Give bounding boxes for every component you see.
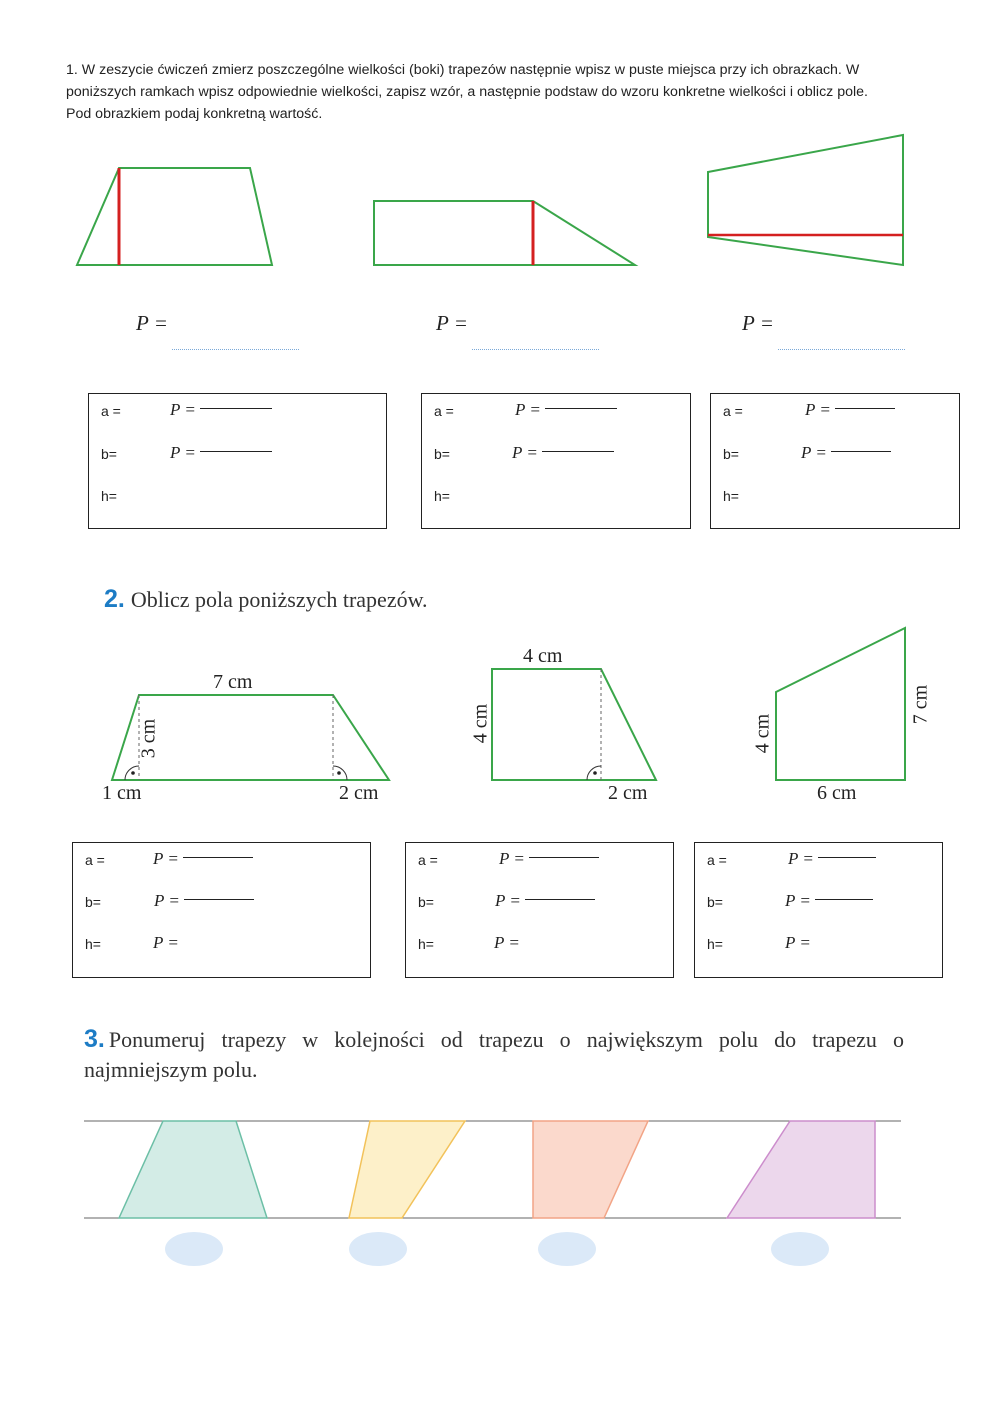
label-h: h=: [101, 488, 117, 504]
label-a: a =: [723, 403, 743, 419]
label-b: b=: [707, 894, 723, 910]
area-answer-line-3[interactable]: [778, 349, 905, 350]
formula-line-1: P =: [805, 400, 895, 420]
formula-line-2: P =: [154, 891, 254, 911]
task1-trapezoid-3: [708, 135, 903, 265]
label-b: b=: [85, 894, 101, 910]
area-label-3: P =: [742, 311, 774, 335]
label-b: b=: [418, 894, 434, 910]
task2-answer-box-2[interactable]: [405, 842, 674, 978]
shape2-right-offset-label: 2 cm: [608, 782, 648, 804]
task2-title: Oblicz pola poniższych trapezów.: [130, 587, 428, 612]
shape2-top-label: 4 cm: [523, 645, 563, 667]
formula-line-3: P =: [153, 933, 179, 952]
shape1-top-label: 7 cm: [213, 671, 253, 693]
task1-answer-box-1[interactable]: [88, 393, 387, 529]
label-b: b=: [101, 446, 117, 462]
formula-line-1: P =: [499, 849, 599, 869]
task1-answer-box-2[interactable]: [421, 393, 691, 529]
task3-text: Ponumeruj trapezy w kolejności od trapezu o największym polu do trapezu o najmniejszym polu.: [84, 1027, 904, 1082]
formula-line-2: P =: [495, 891, 595, 911]
label-h: h=: [723, 488, 739, 504]
shape1-height-label: 3 cm: [137, 718, 160, 759]
formula-line-3: P =: [494, 933, 520, 952]
shape3-left-label: 4 cm: [751, 713, 774, 754]
area-label-1: P =: [136, 311, 168, 335]
formula-line-3: P =: [785, 933, 811, 952]
answer-oval-2[interactable]: [349, 1232, 407, 1266]
formula-line-2: P =: [512, 443, 614, 463]
task3-trapezoid-pink: [727, 1121, 875, 1218]
formula-line-1: P =: [170, 400, 272, 420]
task2-answer-box-3[interactable]: [694, 842, 943, 978]
task1-trapezoid-1: [77, 168, 272, 265]
label-a: a =: [101, 403, 121, 419]
task2-number: 2.: [104, 585, 125, 613]
task2-trapezoid-2: [492, 669, 656, 780]
instruction-line-1: 1. W zeszycie ćwiczeń zmierz poszczególne wielkości (boki) trapezów następnie wpisz w puste miejsca przy ich obrazkach. W: [66, 62, 860, 78]
instruction-line-3: Pod obrazkiem podaj konkretną wartość.: [66, 106, 323, 122]
formula-line-2: P =: [801, 443, 891, 463]
answer-oval-3[interactable]: [538, 1232, 596, 1266]
task3-trapezoid-green: [119, 1121, 267, 1218]
task1-answer-box-3[interactable]: [710, 393, 960, 529]
answer-oval-4[interactable]: [771, 1232, 829, 1266]
area-answer-line-1[interactable]: [172, 349, 299, 350]
label-a: a =: [434, 403, 454, 419]
instruction-line-2: poniższych ramkach wpisz odpowiednie wielkości, zapisz wzór, a następnie podstaw do wzoru konkretne wielkości i oblicz pole.: [66, 84, 868, 100]
shape3-bottom-label: 6 cm: [817, 782, 857, 804]
task2-heading: [104, 585, 428, 614]
label-h: h=: [434, 488, 450, 504]
task1-trapezoid-2: [374, 201, 635, 265]
answer-oval-1[interactable]: [165, 1232, 223, 1266]
task2-trapezoid-3: [776, 628, 905, 780]
task3-number: 3.: [84, 1025, 105, 1053]
task3-heading: [84, 1024, 904, 1085]
formula-line-1: P =: [788, 849, 876, 869]
task2-answer-box-1[interactable]: [72, 842, 371, 978]
formula-line-2: P =: [785, 891, 873, 911]
label-a: a =: [85, 852, 105, 868]
shape1-right-offset-label: 2 cm: [339, 782, 379, 804]
area-answer-line-2[interactable]: [472, 349, 599, 350]
label-a: a =: [418, 852, 438, 868]
formula-line-2: P =: [170, 443, 272, 463]
label-h: h=: [418, 936, 434, 952]
label-a: a =: [707, 852, 727, 868]
label-h: h=: [85, 936, 101, 952]
shape2-left-label: 4 cm: [469, 703, 492, 744]
label-b: b=: [434, 446, 450, 462]
label-h: h=: [707, 936, 723, 952]
shape1-left-offset-label: 1 cm: [102, 782, 142, 804]
formula-line-1: P =: [153, 849, 253, 869]
label-b: b=: [723, 446, 739, 462]
shape3-right-label: 7 cm: [909, 684, 932, 725]
task3-trapezoid-yellow: [349, 1121, 465, 1218]
formula-line-1: P =: [515, 400, 617, 420]
task3-trapezoid-orange: [533, 1121, 648, 1218]
area-label-2: P =: [436, 311, 468, 335]
